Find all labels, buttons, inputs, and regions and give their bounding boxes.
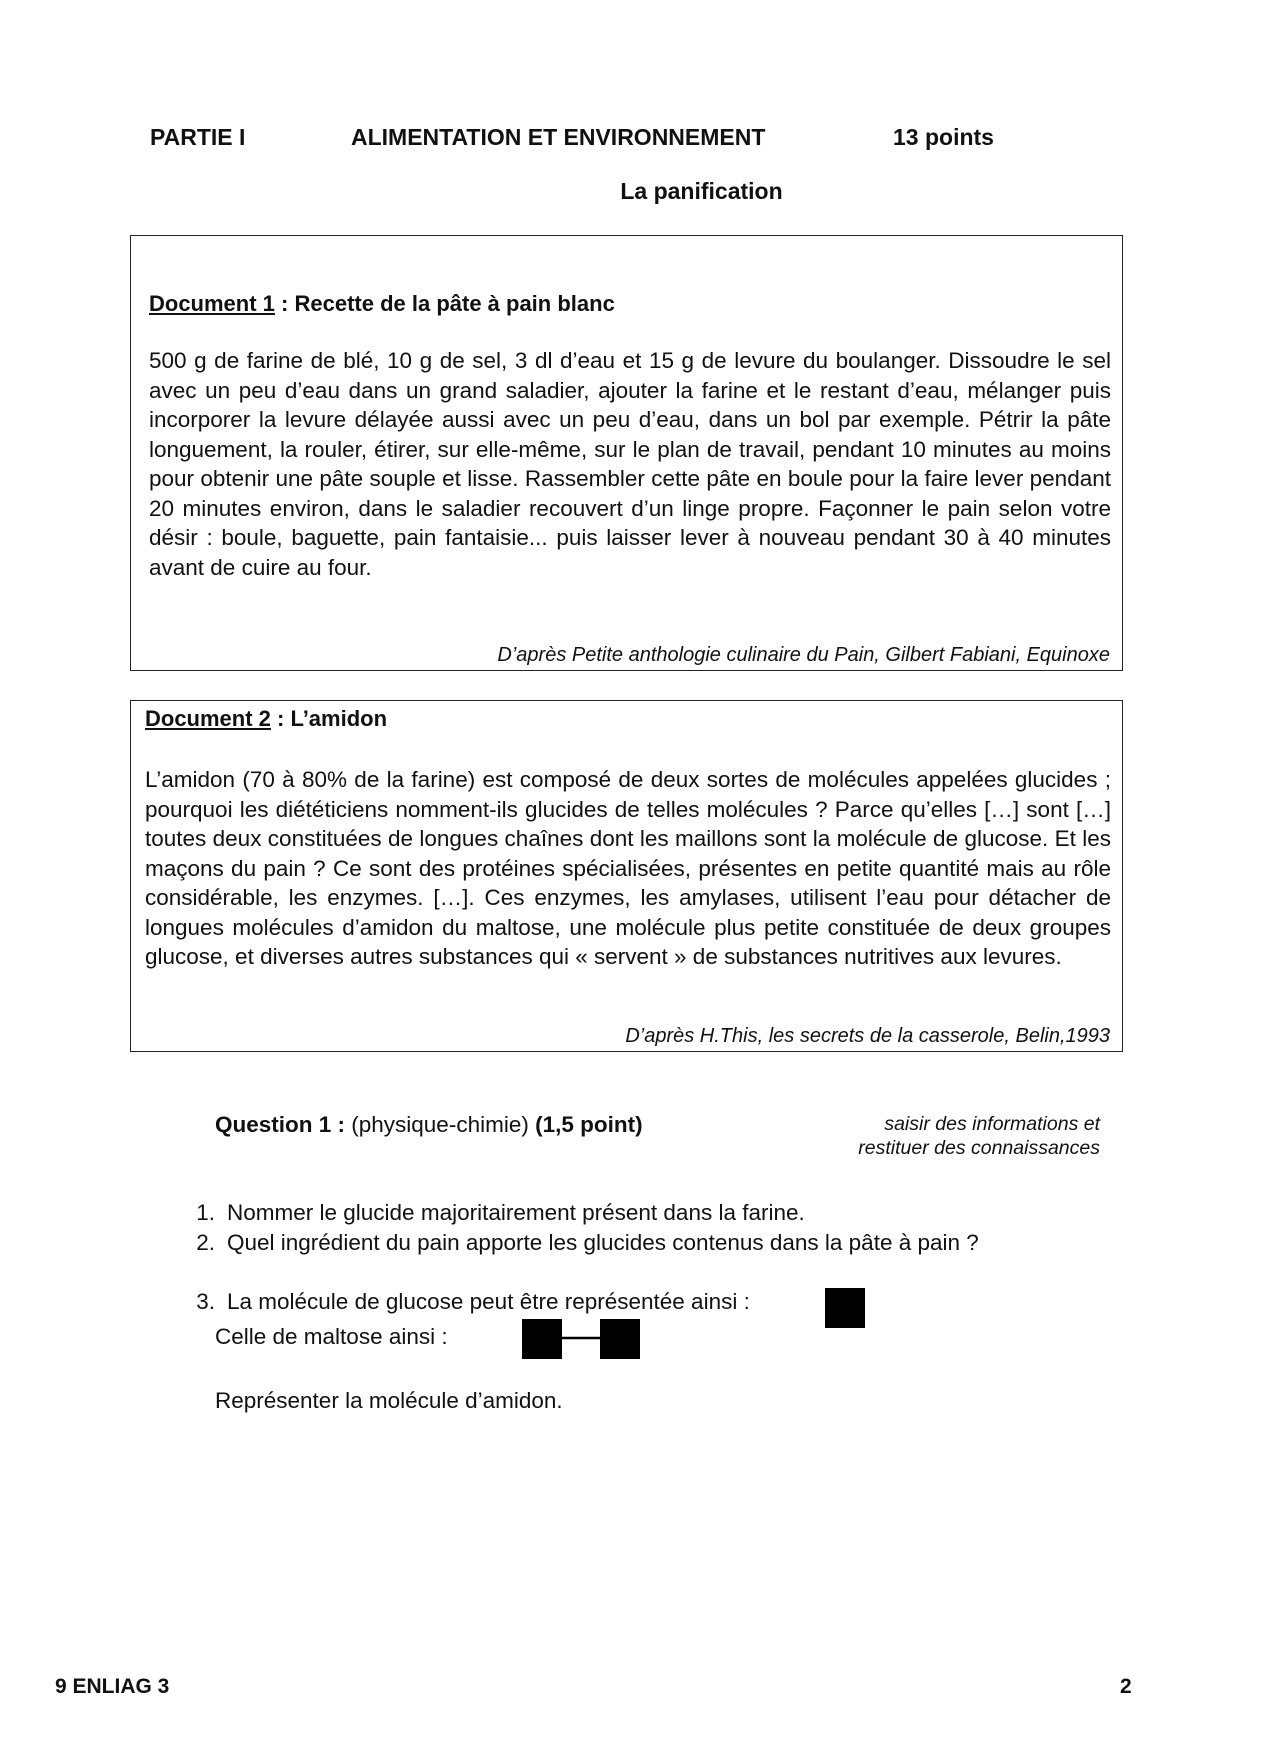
document-1-source: D’après Petite anthologie culinaire du Pain, Gilbert Fabiani, Equinoxe: [497, 644, 1110, 666]
document-1-title: : Recette de la pâte à pain blanc: [274, 291, 615, 316]
page-number: 2: [1120, 1675, 1132, 1698]
question-1-heading: [215, 1112, 643, 1138]
maltose-glucose-unit-left: [522, 1319, 562, 1359]
footer-code: 9 ENLIAG 3: [55, 1675, 170, 1698]
part-title: ALIMENTATION ET ENVIRONNEMENT: [351, 124, 766, 150]
document-2-source: D’après H.This, les secrets de la casserole, Belin,1993: [625, 1025, 1110, 1047]
maltose-text: Celle de maltose ainsi :: [215, 1324, 448, 1349]
document-2-title: : L’amidon: [270, 706, 388, 731]
question-1-subject: (physique-chimie): [345, 1112, 536, 1137]
document-2-label: Document 2: [145, 706, 271, 731]
item-number: 1.: [196, 1200, 215, 1225]
maltose-glucose-unit-right: [600, 1319, 640, 1359]
item-number: 3.: [196, 1289, 215, 1314]
document-1-label: Document 1: [149, 291, 275, 316]
question-1-label: Question 1 :: [215, 1112, 346, 1137]
skill-line-2: restituer des connaissances: [858, 1137, 1100, 1159]
document-1-heading: [149, 291, 615, 317]
page-subtitle: La panification: [620, 178, 783, 204]
skill-line-1: saisir des informations et: [884, 1113, 1100, 1135]
list-item: [170, 1289, 750, 1315]
question-1-points: (1,5 point): [535, 1112, 643, 1137]
maltose-molecule-symbol: [522, 1316, 642, 1362]
item-text: Nommer le glucide majoritairement présent dans la farine.: [227, 1200, 805, 1225]
part-label: PARTIE I: [150, 124, 246, 150]
document-2-heading: [145, 706, 387, 732]
list-item: [170, 1198, 979, 1228]
amidon-instruction: Représenter la molécule d’amidon.: [215, 1388, 563, 1413]
list-item: [170, 1228, 979, 1258]
glucose-molecule-symbol: [825, 1288, 865, 1328]
document-1-box: [130, 235, 1123, 671]
document-1-body: 500 g de farine de blé, 10 g de sel, 3 dl d’eau et 15 g de levure du boulanger. Dissoudre le sel avec un peu d’eau dans un grand saladier, ajouter la farine et le restant d’eau, mélanger puis incorporer la levure délayée aussi avec un peu d’eau, dans un bol par exemple. Pétrir la pâte longuement, la rouler, étirer, sur elle-même, sur le plan de travail, pendant 10 minutes au moins pour obtenir une pâte souple et lisse. Rassembler cette pâte en boule pour la faire lever pendant 20 minutes environ, dans le saladier recouvert d’un linge propre. Façonner le pain selon votre désir : boule, baguette, pain fantaisie... puis laisser lever à nouveau pendant 30 à 40 minutes avant de cuire au four.: [149, 348, 1111, 580]
document-2-box: [130, 700, 1123, 1052]
item-text: Quel ingrédient du pain apporte les glucides contenus dans la pâte à pain ?: [227, 1230, 979, 1255]
item-number: 2.: [196, 1230, 215, 1255]
question-1-skill: [800, 1112, 1100, 1160]
item-text: La molécule de glucose peut être représentée ainsi :: [227, 1289, 750, 1314]
part-points: 13 points: [893, 124, 994, 150]
document-2-body: L’amidon (70 à 80% de la farine) est composé de deux sortes de molécules appelées glucides ; pourquoi les diététiciens nomment-ils glucides de telles molécules ? Parce qu’elles […] sont […] toutes deux constituées de longues chaînes dont les maillons sont la molécule de glucose. Et les maçons du pain ? Ce sont des protéines spécialisées, présentes en petite quantité mais au rôle considérable, les enzymes. […]. Ces enzymes, les amylases, utilisent l’eau pour détacher de longues molécules d’amidon du maltose, une molécule plus petite constituée de deux groupes glucose, et diverses autres substances qui « servent » de substances nutritives aux levures.: [145, 767, 1111, 969]
question-list: [170, 1198, 979, 1258]
